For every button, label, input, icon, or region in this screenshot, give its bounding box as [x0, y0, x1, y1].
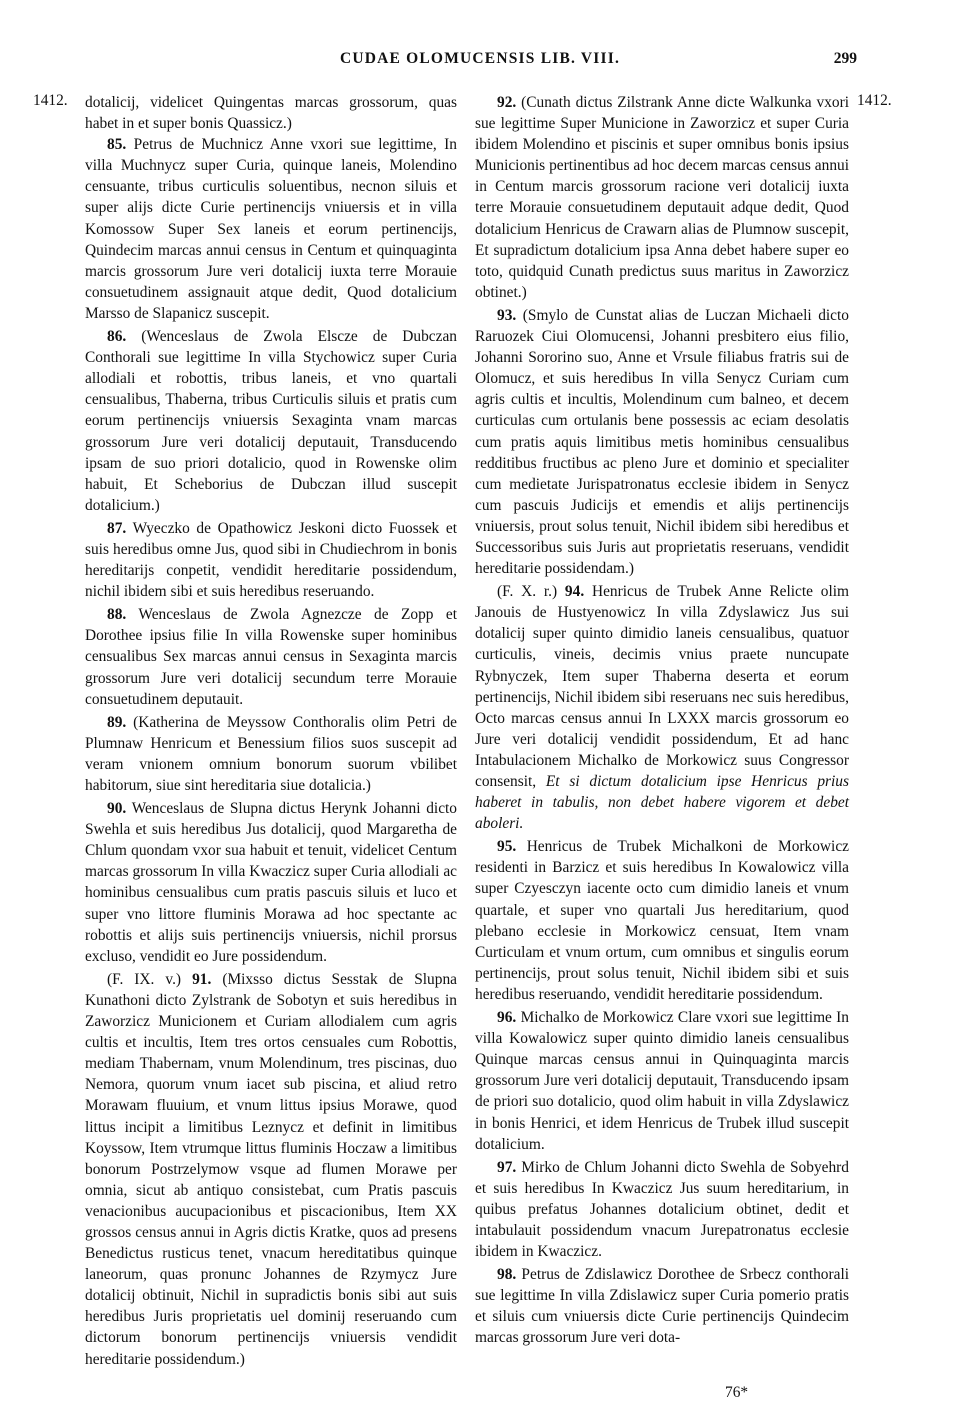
- left-column: [85, 92, 457, 1370]
- page-number: 299: [833, 50, 857, 67]
- entry-98: [475, 1264, 849, 1348]
- entry-number: 89.: [107, 713, 127, 731]
- entry-text: (Wenceslaus de Zwola Elscze de Dubczan Conthorali sue legittime In villa Stychowicz super Curia allodiali et robottis, tribus laneis, et vno quartali censualibus, Thaberna, tribus Curticulis siluis et pratis cum eorum pertinencijs vniuersis Sexaginta vnam marcas grossorum Jure veri dotalicij deputauit, Transducendo ipsam de suo priori dotalicio, quod in Rowenske olim habuit, Et Scheborius de Dubczan illud suscepit dotalicium.): [85, 328, 457, 514]
- entry-95: [475, 836, 849, 1005]
- entry-text: (Katherina de Meyssow Conthoralis olim Petri de Plumnaw Henricum et Benessium filios suos suscepit ad veram vnionem omnium bonorum suorum vbilibet habitorum, siue sint hereditaria siue dotalicia.): [85, 713, 457, 794]
- entry-text: (Cunath dictus Zilstrank Anne dicte Walkunka vxori sue legittime Super Municione in Zaworzicz et super Curia ibidem Molendino et piscinis et super omnibus bonis ipsius Municionis pertinentibus ad hoc decem marcas census annui in Centum marcis grossorum racione veri dotalicij iuxta terre Morauie consuetudinem deputauit adque dedit, Quod dotalicium Henricus de Crawarn alias de Plumnow suscepit, Et supradictum dotalicium ipsa Anna debet habere super eo toto, quidquid Cunath predictus suus maritus in Zaworzicz obtinet.): [475, 94, 849, 301]
- entry-number: 98.: [497, 1266, 517, 1284]
- right-column: [475, 92, 849, 1349]
- margin-year-right: 1412.: [857, 92, 892, 109]
- entry-number: 87.: [107, 519, 127, 537]
- entry-text: Wyeczko de Opathowicz Jeskoni dicto Fuossek et suis heredibus omne Jus, quod sibi in Chudiechrom in bonis hereditarijs conpetit, vendidit hereditarie possidendum, nichil ibidem sibi et suis heredibus reseruando.: [85, 519, 457, 601]
- folio-reference: (F. IX. v.): [107, 970, 182, 988]
- entry-89: [85, 712, 457, 796]
- entry-97: [475, 1157, 849, 1262]
- entry-86: [85, 326, 457, 516]
- entry-number: 92.: [497, 94, 517, 111]
- entry-88: [85, 604, 457, 709]
- running-title: CUDAE OLOMUCENSIS LIB. VIII.: [339, 50, 621, 67]
- entry-91: [85, 969, 457, 1370]
- entry-number: 97.: [497, 1158, 517, 1176]
- entry-text: Petrus de Muchnicz Anne vxori sue legittime, In villa Muchnycz super Curia, quinque laneis, Molendino censuante, tribus curticulis soluentibus, necnon siluis et super alijs dicte Curie pertinencijs vniuersis et in villa Komossow Super Sex laneis et eorum pertinencijs, Quindecim marcas annui census in Centum et quinquaginta marcis grossorum Jure veri dotalicij iuxta terre Morauie consuetudinem assignauit atque dedit, Quod dotalicium Marsso de Slapanicz suscepit.: [85, 136, 457, 322]
- entry-text: (Mixsso dictus Sesstak de Slupna Kunathoni dicto Zylstrank de Sobotyn et suis heredibus in Zaworzicz Municionem et Curiam allodialem cum agris cultis et incultis, Item tres ortos censuales cum Robottis, mediam Thabernam, vnum Molendinum, tres piscinas, duo Nemora, quorum vnum iacet sub piscina, et aliud retro Morawam fluuium, et vnum littus ipsius Morawe, quod littus incipit a limitibus Leznycz et definit in limitibus Koyssow, Item vtrumque littus fluminis Hoczaw a limitibus bonorum Postrzelymow vsque ad flumen Morawe per omnia, sicut ab antiquo consistebat, cum Pratis pascuis venacionibus aucupacionibus et piscacionibus, Item XX grossos census annui in Agris dictis Kratke, quos ad presens Benedictus rusticus tenet, vnacum hereditatibus quinque laneorum, quas pronunc Johannes de Rzymycz Jure dotalicij obtinuit, Nichil in supradictis bonis sibi aut suis heredibus Juris proprietatis uel dominij reseruando cum dictorum bonorum pertinencijs vniuersis vendidit hereditarie possidendum.): [85, 970, 457, 1368]
- page-header: [0, 50, 960, 76]
- entry-number: 96.: [497, 1009, 517, 1027]
- entry-text: Petrus de Zdislawicz Dorothee de Srbecz conthorali sue legittime In villa Zdislawicz super Curia pomerio pratis et siluis cum vniuersis dicte Curie pertinencijs Quindecim marcas grossorum Jure veri dota-: [475, 1266, 849, 1347]
- entry-93: [475, 305, 849, 579]
- entry-94: [475, 581, 849, 834]
- entry-text: Henricus de Trubek Michalkoni de Morkowicz residenti in Barzicz et suis heredibus In Kowalowicz villa super Czyesczyn iacente octo cum dimidio laneis et vnum quartale, et super vno quartali Jus hereditarium, quod plebano ecclesie in Morkowicz censuat, Item vnam Curticulam et vnum ortum, cum omnibus et singulis eorum pertinencijs, prout solus tenuit, Nichil ibidem sibi et suis heredibus reseruando, vendidit hereditarie possidendum.: [475, 838, 849, 1003]
- entry-85: [85, 134, 457, 324]
- entry-italic-note: Et si dictum dotalicium ipse Henricus prius haberet in tabulis, non debet habere vigorem et debet aboleri.: [475, 773, 849, 833]
- entry-92: [475, 92, 849, 303]
- folio-reference: (F. X. r.): [497, 583, 558, 601]
- entry-text: Wenceslaus de Zwola Agnezcze de Zopp et Dorothee ipsius filie In villa Rowenske super hominibus censualibus Sex marcas annui census in Sexaginta marcis grossorum Jure veri dotalicij secundum terre Morauie consuetudinem deputauit.: [85, 606, 457, 708]
- entry-90: [85, 798, 457, 967]
- entry-text: Mirko de Chlum Johanni dicto Swehla de Sobyehrd et suis heredibus In Kwaczicz Jus suum hereditarium, in quibus prefatus Johannes dotalicium obtinet, dedit et intabulauit possidendum vnacum Jurepatronatus ecclesie ibidem in Kwaczicz.: [475, 1158, 849, 1261]
- entry-87: [85, 518, 457, 602]
- entry-number: 85.: [107, 136, 127, 154]
- entry-number: 86.: [107, 328, 127, 346]
- entry-number: 93.: [497, 306, 517, 324]
- entry-number: 90.: [107, 800, 127, 818]
- entry-number: 95.: [497, 838, 517, 856]
- signature-mark: 76*: [725, 1384, 749, 1401]
- margin-year-left: 1412.: [33, 92, 68, 109]
- entry-number: 91.: [192, 970, 212, 988]
- entry-96: [475, 1007, 849, 1155]
- entry-text: Michalko de Morkowicz Clare vxori sue legittime In villa Kowalowicz super quinto dimidio laneis censualibus Quinque marcas census annui in Quinquaginta marcis grossorum Jure veri dotalicij deputauit, Transducendo ipsam de priori suo dotalicio, quod olim habuit in villa Zdyslawicz in bonis Henrici, et idem Henricus de Trubek illud suscepit dotalicium.: [475, 1009, 849, 1153]
- entry-continuation: dotalicij, videlicet Quingentas marcas grossorum, quas habet in et super bonis Quassicz.): [85, 94, 457, 133]
- entry-text: Henricus de Trubek Anne Relicte olim Janouis de Hustyenowicz In villa Zdyslawicz Jus sui dotalicij super quinto dimidio laneis censualibus, quatuor curticulis, vineis, decimis vnius praete nuncupate Rybnyczek, Item super Thaberna deserta et eorum pertinencijs, Nichil ibidem sibi reseruans nec suis heredibus, Octo marcas census annui In LXXX marcis grossorum eo Jure veri dotalicij vendidit possidendum, Et ad hanc Intabulacionem Michalko de Morkowicz suus Congressor consensit,: [475, 583, 849, 790]
- entry-text: (Smylo de Cunstat alias de Luczan Michaeli dicto Raruozek Ciui Olomucensi, Johanni presbitero eius filio, Johanni Sororino suo, Anne et Vrsule filiabus fratris sui de Olomucz, et suis heredibus In villa Senycz Curiam cum agris cultis et incultis, Molendinum cum balneo, et decem curticulas cum ortulanis bene possessis ac eciam desolatis cum pratis aquis limitibus metis hominibus censualibus redditibus fructibus ac pleno Jure et dominio et specialiter cum medietate Jurispatronatus ecclesie ibidem in Senycz cum pascuis Judicijs et emendis et alijs pertinencijs vniuersis, prout solus tenuit, Nichil ibidem sibi heredibus et Successoribus suis Juris aut proprietatis reseruans, vendidit hereditarie possidendam.): [475, 306, 849, 578]
- entry-number: 94.: [564, 583, 585, 601]
- entry-text: Wenceslaus de Slupna dictus Herynk Johanni dicto Swehla et suis heredibus Jus dotalicij, quod Margaretha de Chlum quondam vxor sua habuit et tenuit, videlicet Centum marcas grossorum In villa Kwaczicz super Curia allodiali ac hominibus censualibus cum pratis pascuis siluis et luco et super vno littore fluminis Morawa ad hoc spectante ac robottis et alijs suis pertinencijs vniuersis, nichil prorsus excluso, vendidit eo Jure possidendum.: [85, 800, 458, 965]
- entry-number: 88.: [107, 606, 127, 624]
